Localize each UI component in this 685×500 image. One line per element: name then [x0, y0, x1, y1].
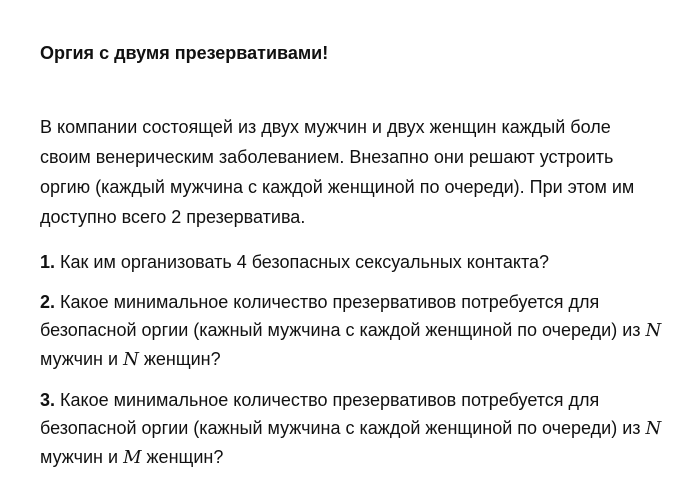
question-text-end: женщин? — [143, 349, 221, 369]
question-text-mid: мужчин и — [40, 349, 119, 369]
variable-men: N — [645, 320, 662, 341]
question-number: 3. — [40, 390, 56, 410]
puzzle-intro: В компании состоящей из двух мужчин и двух женщин каждый боле своим венерическим заболеванием. Внезапно они решают устроить оргию (каждый мужчина с каждой женщиной по очереди). При этом им доступно всего 2 презерватива. — [40, 117, 635, 227]
question-1 — [40, 248, 680, 276]
question-number: 1. — [40, 252, 56, 272]
question-text-start: Какое минимальное количество презервативов потребуется для безопасной оргии (кажный мужчина с каждой женщиной по очереди) из — [40, 390, 641, 438]
question-text-end: женщин? — [146, 447, 224, 467]
puzzle-title: Оргия с двумя презервативами! — [40, 43, 329, 63]
question-text-start: Какое минимальное количество презервативов потребуется для безопасной оргии (кажный мужчина с каждой женщиной по очереди) из — [40, 292, 641, 340]
question-number: 2. — [40, 292, 56, 312]
variable-women: N — [123, 349, 139, 370]
question-3 — [40, 386, 680, 472]
question-text-mid: мужчин и — [40, 447, 119, 467]
question-2 — [40, 288, 680, 374]
variable-men: N — [645, 418, 662, 439]
variable-women: M — [123, 447, 142, 468]
question-text: Как им организовать 4 безопасных сексуальных контакта? — [60, 252, 550, 272]
document-body — [40, 40, 670, 484]
